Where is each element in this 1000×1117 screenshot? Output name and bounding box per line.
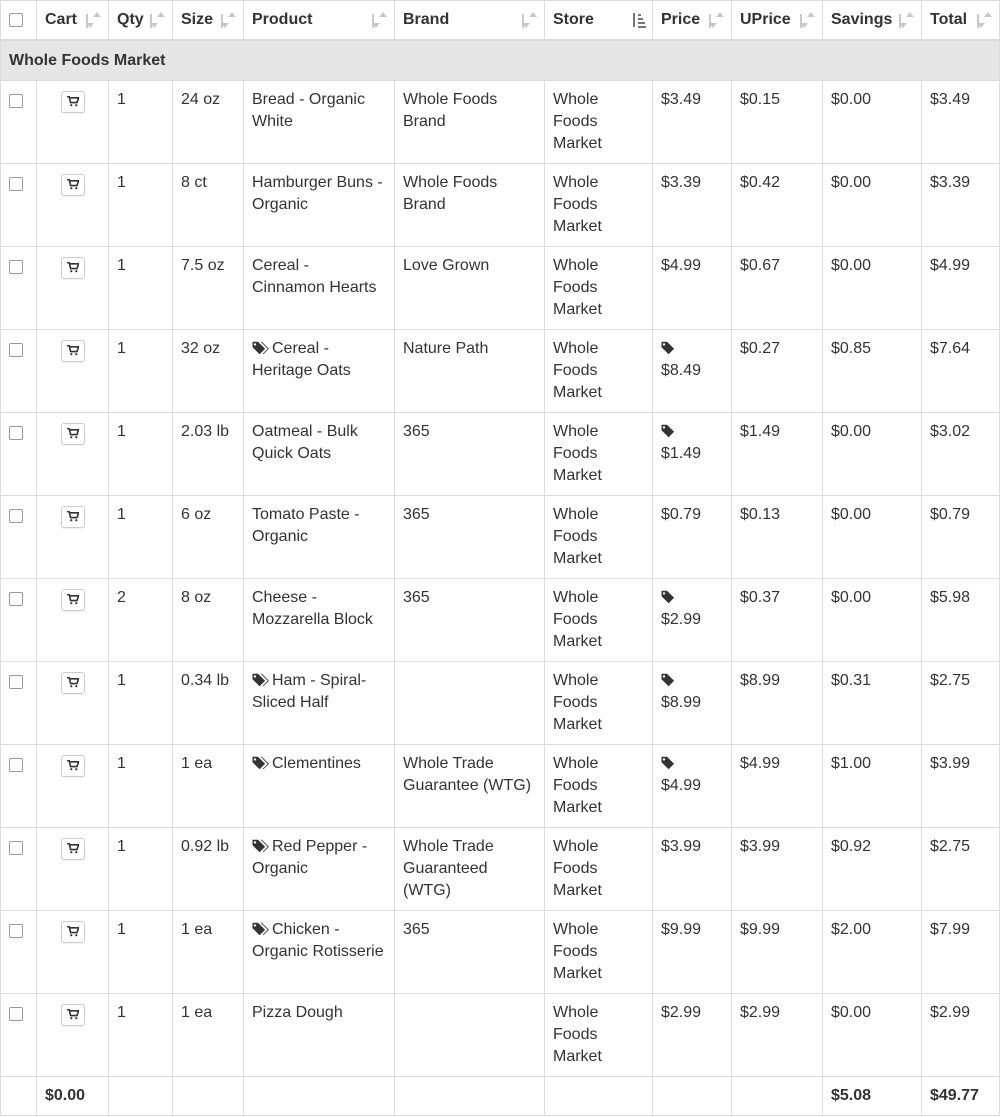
column-label-total: Total [930,11,968,28]
row-store: Whole Foods Market [545,994,653,1077]
row-size: 1 ea [173,745,244,828]
row-size: 32 oz [173,330,244,413]
add-to-cart-button[interactable] [61,838,85,860]
row-product-name: Bread - Organic White [252,91,365,130]
row-brand: Love Grown [395,247,545,330]
row-brand: 365 [395,579,545,662]
row-cart-cell [37,911,109,994]
row-size: 8 oz [173,579,244,662]
table-row[interactable] [1,579,1000,662]
row-savings: $0.00 [823,247,922,330]
tag-icon [661,673,677,687]
table-row[interactable] [1,164,1000,247]
row-savings: $0.31 [823,662,922,745]
row-uprice: $0.37 [732,579,823,662]
row-total: $4.99 [922,247,1000,330]
add-to-cart-button[interactable] [61,174,85,196]
row-product-name: Pizza Dough [252,1004,343,1021]
row-size: 0.92 lb [173,828,244,911]
row-qty: 1 [109,828,173,911]
add-to-cart-button[interactable] [61,340,85,362]
cart-icon [67,843,79,854]
row-total: $3.02 [922,413,1000,496]
cart-icon [67,179,79,190]
row-price-value: $2.99 [661,611,702,628]
row-select-cell [1,994,37,1077]
row-price [653,247,732,330]
row-price [653,81,732,164]
row-brand: 365 [395,413,545,496]
row-savings: $0.00 [823,496,922,579]
column-header-cart[interactable] [37,1,109,41]
row-store: Whole Foods Market [545,330,653,413]
row-savings: $0.00 [823,164,922,247]
row-product [244,81,395,164]
row-product-name: Clementines [272,755,361,772]
row-qty: 1 [109,745,173,828]
row-store: Whole Foods Market [545,745,653,828]
select-all-header [1,1,37,41]
row-qty: 1 [109,330,173,413]
row-uprice: $2.99 [732,994,823,1077]
row-store: Whole Foods Market [545,828,653,911]
row-uprice: $9.99 [732,911,823,994]
cart-icon [67,760,79,771]
column-header-product[interactable] [244,1,395,41]
row-store: Whole Foods Market [545,911,653,994]
row-qty: 1 [109,164,173,247]
row-price-value: $0.79 [661,506,702,523]
row-checkbox[interactable] [9,94,23,108]
column-label-product: Product [252,11,313,28]
row-qty: 1 [109,496,173,579]
row-cart-cell [37,164,109,247]
row-price-value: $1.49 [661,445,702,462]
row-product [244,247,395,330]
row-price [653,579,732,662]
row-cart-cell [37,413,109,496]
column-label-cart: Cart [45,11,78,28]
row-total: $2.75 [922,828,1000,911]
row-total: $5.98 [922,579,1000,662]
row-select-cell [1,413,37,496]
row-price-value: $4.99 [661,777,702,794]
row-checkbox[interactable] [9,509,23,523]
row-size: 1 ea [173,911,244,994]
row-checkbox[interactable] [9,177,23,191]
row-store: Whole Foods Market [545,662,653,745]
row-savings: $1.00 [823,745,922,828]
row-product [244,330,395,413]
row-store: Whole Foods Market [545,413,653,496]
column-header-price[interactable] [653,1,732,41]
row-uprice: $0.42 [732,164,823,247]
row-price-value: $3.99 [661,838,702,855]
row-brand: 365 [395,496,545,579]
add-to-cart-button[interactable] [61,506,85,528]
column-header-qty[interactable] [109,1,173,41]
row-size: 7.5 oz [173,247,244,330]
row-savings: $0.00 [823,579,922,662]
row-cart-cell [37,81,109,164]
row-price [653,496,732,579]
tag-icon [661,424,677,438]
cart-icon [67,428,79,439]
row-product [244,413,395,496]
row-qty: 1 [109,662,173,745]
row-cart-cell [37,994,109,1077]
row-product [244,164,395,247]
sort-amount-desc-icon[interactable] [630,12,646,28]
row-store: Whole Foods Market [545,496,653,579]
row-savings: $0.00 [823,994,922,1077]
row-total: $2.99 [922,994,1000,1077]
row-size: 6 oz [173,496,244,579]
add-to-cart-button[interactable] [61,423,85,445]
row-brand: Whole Trade Guaranteed (WTG) [395,828,545,911]
row-product-name: Cheese - Mozzarella Block [252,589,373,628]
sort-icon[interactable] [899,12,915,28]
row-select-cell [1,164,37,247]
sort-icon[interactable] [221,12,237,28]
table-row[interactable] [1,994,1000,1077]
row-product [244,828,395,911]
column-label-uprice: UPrice [740,11,791,28]
row-savings: $0.00 [823,81,922,164]
row-total: $0.79 [922,496,1000,579]
row-product-name: Chicken - Organic Rotisserie [252,921,384,960]
row-brand: 365 [395,911,545,994]
add-to-cart-button[interactable] [61,1004,85,1026]
row-uprice: $8.99 [732,662,823,745]
cart-icon [67,677,79,688]
row-product [244,579,395,662]
row-select-cell [1,828,37,911]
table-row[interactable] [1,496,1000,579]
row-price [653,164,732,247]
cart-icon [67,511,79,522]
row-total: $3.49 [922,81,1000,164]
tag-icon [661,590,677,604]
table-row[interactable] [1,911,1000,994]
row-product-name: Red Pepper - Organic [252,838,368,877]
row-price-value: $8.49 [661,362,702,379]
sort-icon[interactable] [86,12,102,28]
table-row[interactable] [1,247,1000,330]
row-checkbox[interactable] [9,758,23,772]
row-total: $7.64 [922,330,1000,413]
add-to-cart-button[interactable] [61,921,85,943]
row-product [244,496,395,579]
row-qty: 1 [109,413,173,496]
row-select-cell [1,330,37,413]
row-size: 2.03 lb [173,413,244,496]
row-checkbox[interactable] [9,343,23,357]
row-price [653,330,732,413]
cart-icon [67,1009,79,1020]
row-price [653,413,732,496]
row-select-cell [1,496,37,579]
row-select-cell [1,579,37,662]
row-product [244,911,395,994]
row-savings: $0.00 [823,413,922,496]
row-brand [395,994,545,1077]
sort-icon[interactable] [709,12,725,28]
row-total: $3.99 [922,745,1000,828]
row-select-cell [1,247,37,330]
row-checkbox[interactable] [9,426,23,440]
row-uprice: $4.99 [732,745,823,828]
sort-icon[interactable] [800,12,816,28]
add-to-cart-button[interactable] [61,589,85,611]
cart-icon [67,594,79,605]
column-header-brand[interactable] [395,1,545,41]
table-row[interactable] [1,745,1000,828]
row-qty: 1 [109,247,173,330]
tag-icon [661,756,677,770]
row-store: Whole Foods Market [545,247,653,330]
row-checkbox[interactable] [9,1007,23,1021]
row-size: 8 ct [173,164,244,247]
row-brand: Whole Trade Guarantee (WTG) [395,745,545,828]
row-price-value: $3.49 [661,91,702,108]
table-row[interactable] [1,828,1000,911]
tag-icon [252,922,270,936]
table-row[interactable] [1,413,1000,496]
table-row[interactable] [1,662,1000,745]
row-uprice: $0.15 [732,81,823,164]
row-store: Whole Foods Market [545,164,653,247]
row-qty: 1 [109,81,173,164]
row-uprice: $0.67 [732,247,823,330]
row-uprice: $3.99 [732,828,823,911]
table-row[interactable] [1,330,1000,413]
row-size: 1 ea [173,994,244,1077]
row-product-name: Ham - Spiral-Sliced Half [252,672,367,711]
tag-icon [252,673,270,687]
group-header-store: Whole Foods Market [1,40,1000,81]
column-label-qty: Qty [117,11,144,28]
row-size: 0.34 lb [173,662,244,745]
row-checkbox[interactable] [9,841,23,855]
row-qty: 1 [109,994,173,1077]
column-label-size: Size [181,11,214,28]
column-header-uprice[interactable] [732,1,823,41]
row-product [244,994,395,1077]
sort-icon[interactable] [150,12,166,28]
cart-icon [67,926,79,937]
row-select-cell [1,911,37,994]
row-checkbox[interactable] [9,592,23,606]
row-brand: Whole Foods Brand [395,164,545,247]
tag-icon [252,839,270,853]
column-header-total[interactable] [922,1,1000,41]
row-savings: $2.00 [823,911,922,994]
row-select-cell [1,81,37,164]
column-label-brand: Brand [403,11,450,28]
row-product-name: Cereal - Heritage Oats [252,340,351,379]
row-store: Whole Foods Market [545,579,653,662]
row-checkbox[interactable] [9,924,23,938]
row-price-value: $4.99 [661,257,702,274]
row-product-name: Tomato Paste - Organic [252,506,360,545]
row-price [653,828,732,911]
cart-icon [67,96,79,107]
row-product-name: Hamburger Buns - Organic [252,174,383,213]
row-qty: 1 [109,911,173,994]
row-qty: 2 [109,579,173,662]
cart-icon [67,262,79,273]
row-price [653,745,732,828]
add-to-cart-button[interactable] [61,257,85,279]
add-to-cart-button[interactable] [61,91,85,113]
row-checkbox[interactable] [9,260,23,274]
row-brand: Nature Path [395,330,545,413]
row-price [653,662,732,745]
row-select-cell [1,662,37,745]
row-select-cell [1,745,37,828]
row-product [244,662,395,745]
column-header-savings[interactable] [823,1,922,41]
column-header-store[interactable] [545,1,653,41]
cart-total: $0.00 [37,1077,109,1116]
row-uprice: $1.49 [732,413,823,496]
row-price-value: $2.99 [661,1004,702,1021]
row-total: $3.39 [922,164,1000,247]
column-label-price: Price [661,11,701,28]
row-price [653,911,732,994]
column-header-size[interactable] [173,1,244,41]
row-cart-cell [37,496,109,579]
table-row[interactable] [1,81,1000,164]
column-label-store: Store [553,11,594,28]
row-cart-cell [37,247,109,330]
row-store: Whole Foods Market [545,81,653,164]
header-row [1,1,1000,41]
row-savings: $0.92 [823,828,922,911]
row-price-value: $9.99 [661,921,702,938]
row-price [653,994,732,1077]
row-price-value: $8.99 [661,694,702,711]
cart-icon [67,345,79,356]
row-cart-cell [37,828,109,911]
row-cart-cell [37,662,109,745]
group-row [1,40,1000,81]
sort-icon[interactable] [522,12,538,28]
row-cart-cell [37,579,109,662]
row-checkbox[interactable] [9,675,23,689]
row-brand: Whole Foods Brand [395,81,545,164]
select-all-checkbox[interactable] [9,13,23,27]
grand-total: $49.77 [922,1077,1000,1116]
savings-total: $5.08 [823,1077,922,1116]
row-savings: $0.85 [823,330,922,413]
row-cart-cell [37,745,109,828]
row-product-name: Cereal - Cinnamon Hearts [252,257,377,296]
row-uprice: $0.13 [732,496,823,579]
row-cart-cell [37,330,109,413]
row-product [244,745,395,828]
row-product-name: Oatmeal - Bulk Quick Oats [252,423,358,462]
tag-icon [252,341,270,355]
row-uprice: $0.27 [732,330,823,413]
sort-icon[interactable] [372,12,388,28]
add-to-cart-button[interactable] [61,672,85,694]
tag-icon [661,341,677,355]
row-brand [395,662,545,745]
totals-row [1,1077,1000,1116]
tag-icon [252,756,270,770]
column-label-savings: Savings [831,11,893,28]
row-total: $2.75 [922,662,1000,745]
row-size: 24 oz [173,81,244,164]
sort-icon[interactable] [977,12,993,28]
row-total: $7.99 [922,911,1000,994]
row-price-value: $3.39 [661,174,702,191]
add-to-cart-button[interactable] [61,755,85,777]
